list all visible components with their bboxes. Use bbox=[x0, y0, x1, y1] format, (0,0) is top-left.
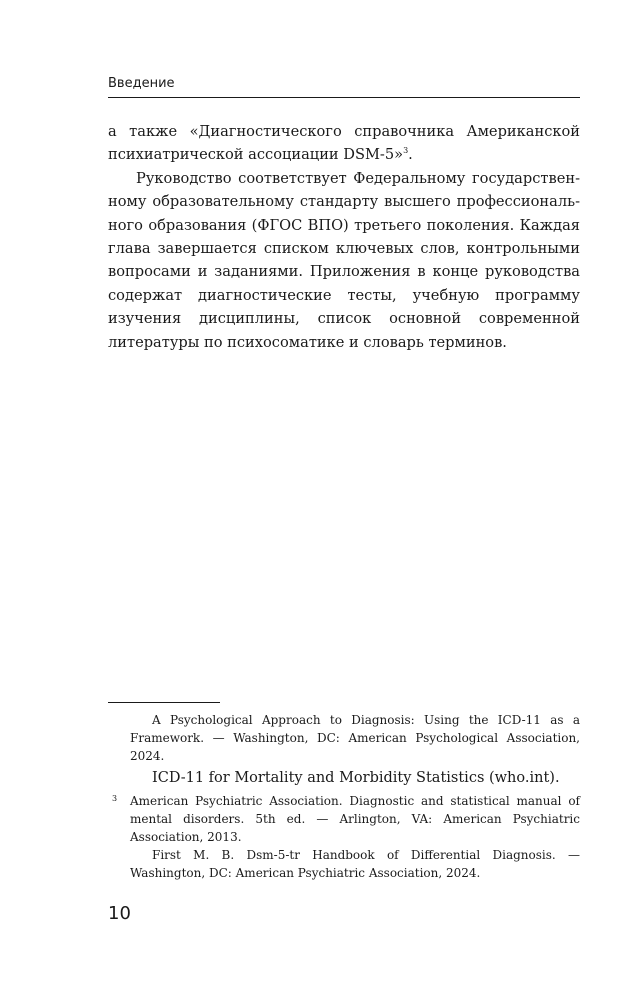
footnote-3 bbox=[112, 792, 580, 846]
footnotes bbox=[112, 711, 580, 882]
footnote-4: First M. B. Dsm-5-tr Handbook of Differential Diagnosis. — Washington, DC: American Psychiatric Association, 2024. bbox=[130, 848, 580, 880]
paragraph-1-text: а также «Диагностического справочника Американской психиатрической ассоциации DSM-5» bbox=[108, 123, 580, 164]
running-header: Введение bbox=[108, 76, 175, 91]
header-rule bbox=[108, 97, 580, 98]
footnote-1: A Psychological Approach to Diagnosis: Using the ICD-11 as a Framework. — Washington, DC: American Psychological Association, 2024. bbox=[130, 713, 580, 763]
paragraph-1 bbox=[108, 120, 580, 167]
footnote-3-number: 3 bbox=[112, 794, 118, 803]
footnote-ref-3[interactable]: 3 bbox=[403, 146, 409, 156]
paragraph-1-end: . bbox=[408, 146, 413, 164]
footnote-3-text: American Psychiatric Association. Diagnostic and statistical manual of mental disorders. 5th ed. — Arlington, VA: American Psychiatric Association, 2013. bbox=[130, 794, 580, 844]
paragraph-2: Руководство соответствует Федеральному государственному образовательному стандарту высшего профессионального образования (ФГОС ВПО) третьего поколения. Каждая глава завершается списком ключевых слов, контрольными вопросами и заданиями. Приложения в конце руководства содержат диагностические тесты, учебную программу изучения дисциплины, список основной современной литературы по психосоматике и словарь терминов. bbox=[108, 169, 580, 351]
footnote-rule bbox=[108, 702, 220, 703]
body-text bbox=[108, 120, 580, 354]
page-number: 10 bbox=[108, 903, 131, 924]
footnote-2: ICD-11 for Mortality and Morbidity Statistics (who.int). bbox=[152, 770, 560, 786]
